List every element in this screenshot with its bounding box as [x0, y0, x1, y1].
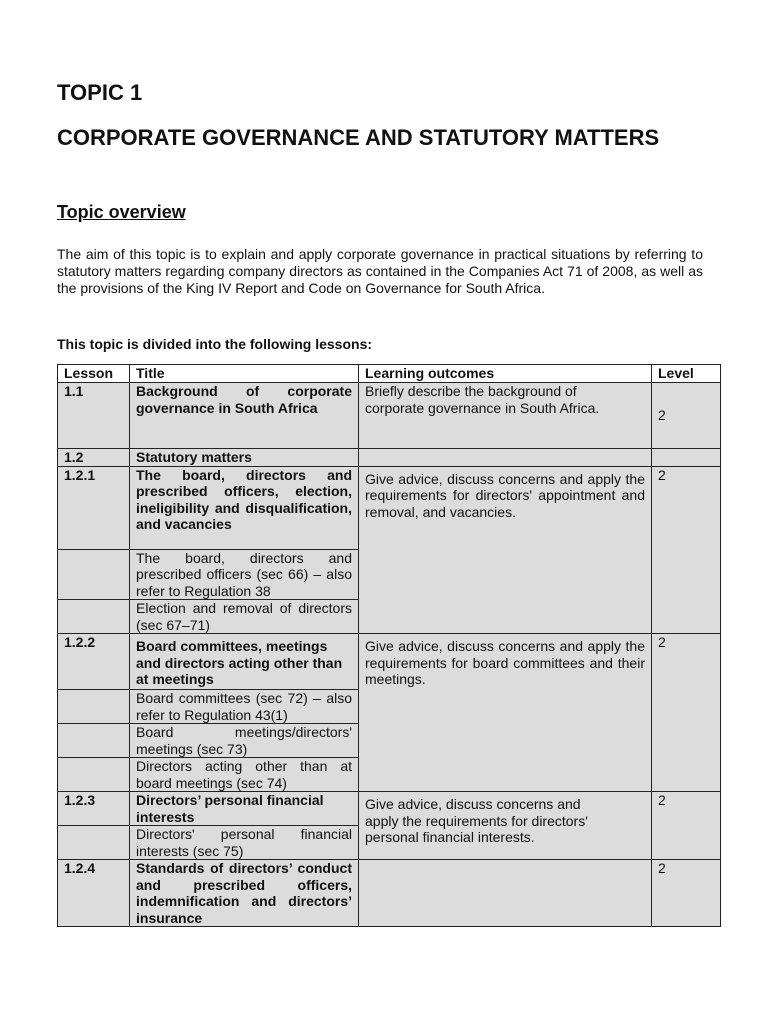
lesson-level: 2 — [652, 860, 721, 927]
lesson-level: 2 — [652, 466, 721, 634]
header-level: Level — [652, 365, 721, 383]
topic-number: TOPIC 1 — [57, 80, 143, 105]
lesson-outcome: Give advice, discuss concerns and apply the requirements for directors' appointment and removal, and vacancies. — [359, 466, 652, 634]
intro-paragraph: The aim of this topic is to explain and apply corporate governance in practical situations by referring to statutory matters regarding company directors as contained in the Companies Act 71 of 2008, as well as the provisions of the King IV Report and Code on Governance for South Africa. — [57, 246, 703, 296]
table-row — [58, 860, 721, 927]
lesson-level: 2 — [652, 383, 721, 449]
header-outcomes: Learning outcomes — [359, 365, 652, 383]
lesson-outcome — [359, 860, 652, 927]
table-row — [58, 383, 721, 449]
table-row — [58, 634, 721, 690]
lesson-outcome: Briefly describe the background of corporate governance in South Africa. — [359, 383, 652, 449]
lesson-number: 1.2.4 — [58, 860, 130, 927]
lesson-level: 2 — [652, 634, 721, 792]
lesson-title: Directors’ personal financial interests — [130, 792, 359, 826]
lesson-title: Background of corporate governance in South Africa — [130, 383, 359, 449]
lesson-outcome: Give advice, discuss concerns and apply the requirements for directors' personal financial interests. — [359, 792, 652, 860]
sub-topic: Election and removal of directors (sec 67–71) — [130, 600, 359, 634]
lessons-table — [57, 364, 721, 927]
lesson-outcome: Give advice, discuss concerns and apply the requirements for board committees and their meetings. — [359, 634, 652, 792]
sub-topic: Board committees (sec 72) – also refer to Regulation 43(1) — [130, 690, 359, 724]
table-header-row — [58, 365, 721, 383]
lesson-title: Statutory matters — [130, 449, 359, 467]
header-title: Title — [130, 365, 359, 383]
sub-topic: Directors' personal financial interests (sec 75) — [130, 826, 359, 860]
lesson-number: 1.2.3 — [58, 792, 130, 826]
table-row — [58, 449, 721, 467]
table-row — [58, 792, 721, 826]
header-lesson: Lesson — [58, 365, 130, 383]
table-row — [58, 466, 721, 549]
lesson-title: Board committees, meetings and directors acting other than at meetings — [130, 634, 359, 690]
lesson-title: Standards of directors’ conduct and prescribed officers, indemnification and directors’ insurance — [130, 860, 359, 927]
lesson-level: 2 — [652, 792, 721, 860]
lesson-number: 1.2.1 — [58, 466, 130, 549]
lessons-intro: This topic is divided into the following lessons: — [57, 336, 373, 352]
topic-title: CORPORATE GOVERNANCE AND STATUTORY MATTERS — [57, 125, 660, 150]
lesson-number: 1.2.2 — [58, 634, 130, 690]
overview-heading: Topic overview — [57, 202, 186, 222]
sub-topic: The board, directors and prescribed officers (sec 66) – also refer to Regulation 38 — [130, 549, 359, 600]
lesson-title: The board, directors and prescribed officers, election, ineligibility and disqualification, and vacancies — [130, 466, 359, 549]
lesson-number: 1.2 — [58, 449, 130, 467]
sub-topic: Directors acting other than at board meetings (sec 74) — [130, 758, 359, 792]
sub-topic: Board meetings/directors' meetings (sec 73) — [130, 724, 359, 758]
lesson-number: 1.1 — [58, 383, 130, 449]
